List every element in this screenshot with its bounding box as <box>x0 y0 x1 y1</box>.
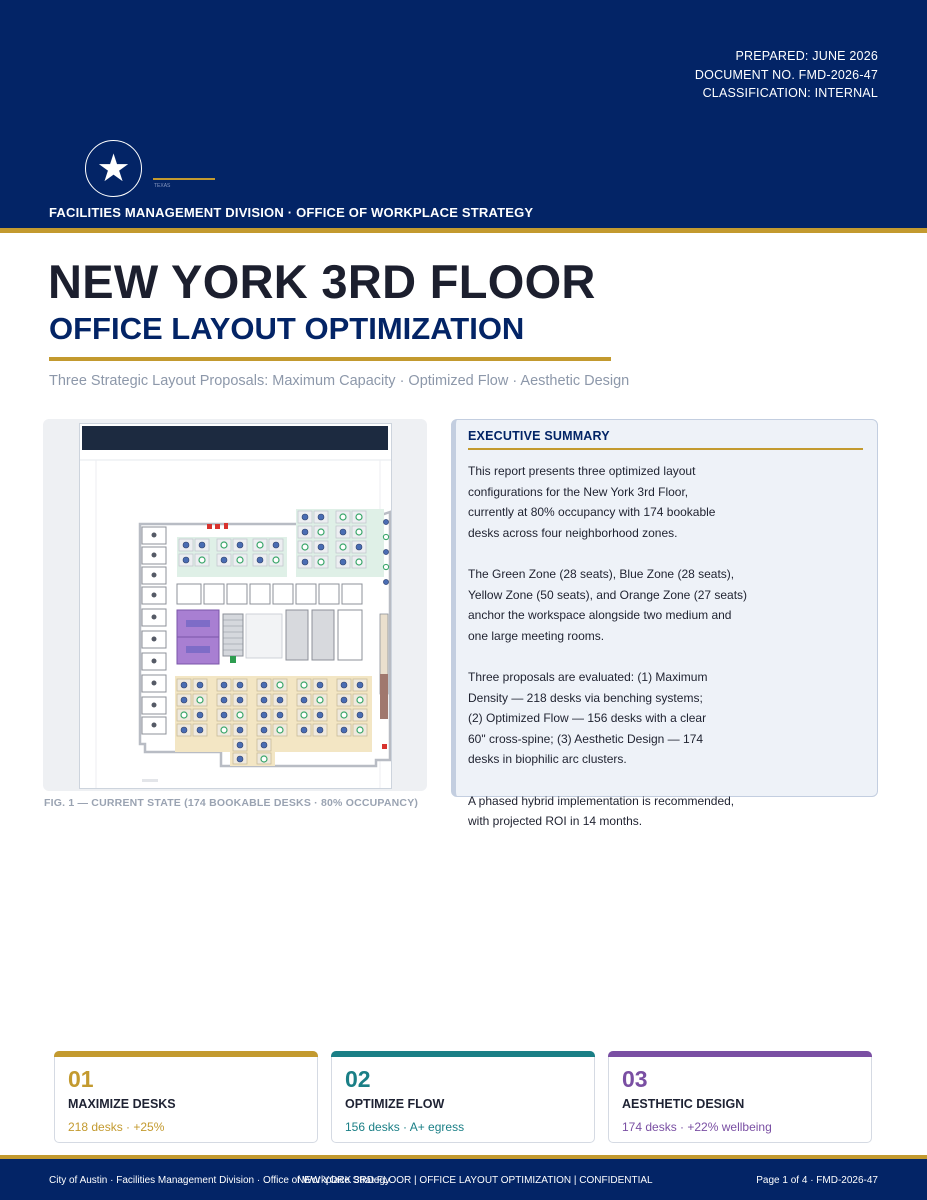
summary-body <box>468 461 768 852</box>
summary-paragraph: Three proposals are evaluated: (1) Maximum Density — 218 desks via benching systems; (2) Optimized Flow — 156 desks with a clear 60" cross-spine; (3) Aesthetic Design — 174 desks in biophilic arc clusters. <box>468 669 708 767</box>
card-number: 01 <box>68 1066 94 1092</box>
header-gold-rule <box>0 228 927 233</box>
card-accent-bar <box>608 1051 872 1057</box>
card-accent-bar <box>54 1051 318 1057</box>
header-band <box>0 0 927 228</box>
summary-paragraph: This report presents three optimized layout configurations for the New York 3rd Floor, currently at 80% occupancy with 174 bookable desks across four neighborhood zones. <box>468 464 716 540</box>
seal-divider <box>153 178 215 180</box>
card-stats: 156 desks · A+ egress <box>345 1120 465 1134</box>
star-seal-icon: ★ <box>85 140 142 197</box>
page-subtitle: OFFICE LAYOUT OPTIMIZATION <box>49 311 525 346</box>
floorplan-image <box>79 423 392 789</box>
card-stats: 174 desks · +22% wellbeing <box>622 1120 772 1134</box>
card-label: MAXIMIZE DESKS <box>68 1097 176 1111</box>
footer-page-number: Page 1 of 4 · FMD-2026-47 <box>756 1175 878 1186</box>
card-number: 03 <box>622 1066 648 1092</box>
footer-document-title: NEW YORK 3RD FLOOR | OFFICE LAYOUT OPTIMIZATION | CONFIDENTIAL <box>297 1175 653 1186</box>
page-title: NEW YORK 3RD FLOOR <box>48 255 596 308</box>
summary-title: EXECUTIVE SUMMARY <box>468 429 610 443</box>
card-label: AESTHETIC DESIGN <box>622 1097 745 1111</box>
classification: CLASSIFICATION: INTERNAL <box>702 86 878 100</box>
document-meta <box>695 47 878 103</box>
summary-rule <box>468 448 863 450</box>
prepared-date: PREPARED: JUNE 2026 <box>735 49 878 63</box>
tagline: Three Strategic Layout Proposals: Maximum Capacity · Optimized Flow · Aesthetic Design <box>49 373 630 389</box>
card-stats: 218 desks · +25% <box>68 1120 165 1134</box>
proposal-card-aesthetic <box>608 1051 872 1143</box>
title-rule <box>49 357 611 361</box>
proposal-card-flow <box>331 1051 595 1143</box>
card-label: OPTIMIZE FLOW <box>345 1097 445 1111</box>
summary-paragraph: A phased hybrid implementation is recommended, with projected ROI in 14 months. <box>468 793 735 829</box>
document-number: DOCUMENT NO. FMD-2026-47 <box>694 67 878 82</box>
footer-organization: City of Austin · Facilities Management Division · Office of Workplace Strategy <box>49 1175 390 1186</box>
card-accent-bar <box>331 1051 595 1057</box>
footer <box>0 1159 927 1200</box>
floorplan-drawing <box>80 424 391 788</box>
proposal-card-maximize <box>54 1051 318 1143</box>
card-number: 02 <box>345 1066 371 1092</box>
seal-caption: TEXAS <box>154 183 171 189</box>
division-line: FACILITIES MANAGEMENT DIVISION · OFFICE OF WORKPLACE STRATEGY <box>49 205 534 220</box>
floorplan-figure <box>43 419 427 791</box>
summary-paragraph: The Green Zone (28 seats), Blue Zone (28 seats), Yellow Zone (50 seats), and Orange Zone (27 seats) anchor the workspace alongside two medium and one large meeting rooms. <box>468 566 748 643</box>
figure-caption: FIG. 1 — CURRENT STATE (174 BOOKABLE DESKS · 80% OCCUPANCY) <box>44 797 419 809</box>
